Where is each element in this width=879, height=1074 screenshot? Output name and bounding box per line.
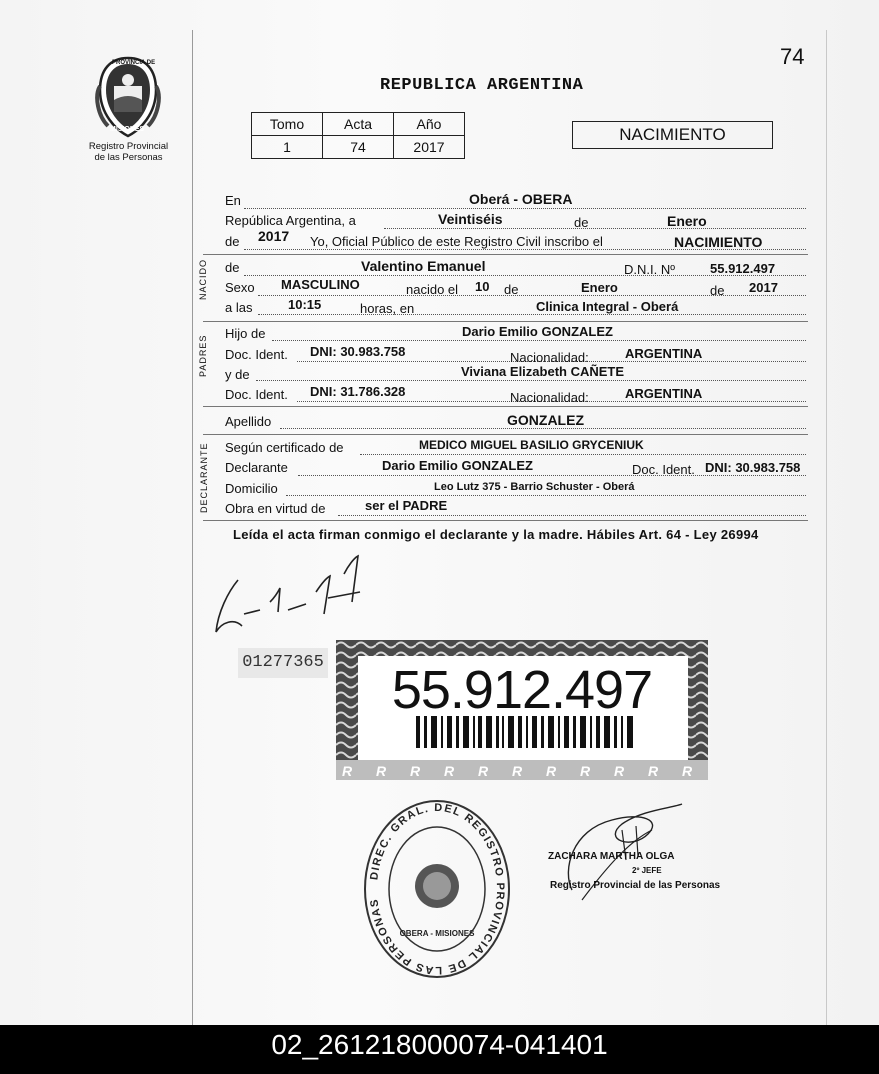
svg-text:OBERA - MISIONES: OBERA - MISIONES <box>399 929 475 938</box>
section-divider <box>203 321 808 322</box>
svg-text:R: R <box>444 763 455 779</box>
birth-year: 2017 <box>749 280 778 295</box>
certificate-value: MEDICO MIGUEL BASILIO GRYCENIUK <box>419 438 644 452</box>
svg-text:R: R <box>512 763 523 779</box>
book-table <box>251 112 465 159</box>
dotted-line <box>360 454 806 455</box>
child-dni: 55.912.497 <box>710 261 776 276</box>
de-label: de <box>225 260 240 275</box>
svg-text:R: R <box>682 763 693 779</box>
act-word: NACIMIENTO <box>674 234 763 250</box>
dotted-line <box>272 340 806 341</box>
en-label: En <box>225 193 241 208</box>
y-de-label: y de <box>225 367 250 382</box>
nacido-side-label: NACIDO <box>198 258 208 300</box>
book-header-tomo: Tomo <box>252 113 323 136</box>
dotted-line <box>298 475 806 476</box>
svg-text:DIREC. GRAL. DEL REGISTRO PROV: DIREC. GRAL. DEL REGISTRO PROVINCIAL DE LAS PERSONAS <box>368 801 507 977</box>
declarant-name: Dario Emilio GONZALEZ <box>382 458 533 473</box>
dotted-line <box>280 428 806 429</box>
emblem-text-bottom: MISIONES <box>110 126 145 133</box>
svg-text:R: R <box>580 763 591 779</box>
doc-ident-label: Doc. Ident. <box>632 462 695 477</box>
registry-caption <box>76 141 181 163</box>
place-value: Oberá - OBERA <box>469 191 573 207</box>
declarante-label: Declarante <box>225 460 288 475</box>
father-doc: DNI: 30.983.758 <box>310 344 406 359</box>
dni-label: D.N.I. Nº <box>624 262 675 277</box>
binding-line <box>192 30 193 1025</box>
book-value-ano: 2017 <box>394 136 465 159</box>
capacity-value: ser el PADRE <box>365 498 448 513</box>
svg-text:R: R <box>478 763 489 779</box>
republica-label: República Argentina, a <box>225 213 356 228</box>
section-divider <box>203 254 808 255</box>
svg-text:R: R <box>648 763 659 779</box>
official-round-seal <box>362 798 512 980</box>
official-text: Yo, Oficial Público de este Registro Civil inscribo el <box>310 234 603 249</box>
year-value: 2017 <box>258 228 290 244</box>
stamp-name-line: ZACHARA MARTHA OLGA <box>548 851 675 862</box>
emblem-text-top: PROVINCIA DE <box>112 60 156 66</box>
dotted-line <box>256 380 806 381</box>
section-divider <box>203 406 808 407</box>
day-value: Veintiséis <box>438 211 503 227</box>
book-header-ano: Año <box>394 113 465 136</box>
footer-code: 02_261218000074-041401 <box>0 1025 879 1074</box>
serial-number: 01277365 <box>238 648 328 678</box>
closing-text: Leída el acta firman conmigo el declarante y la madre. Hábiles Art. 64 - Ley 26994 <box>233 527 759 542</box>
birth-day: 10 <box>475 279 490 294</box>
de-label: de <box>574 215 589 230</box>
sex-value: MASCULINO <box>281 277 360 292</box>
declarante-side-label: DECLARANTE <box>199 442 209 513</box>
svg-text:R: R <box>376 763 387 779</box>
birth-place: Clinica Integral - Oberá <box>536 299 679 314</box>
stamp-org-line: Registro Provincial de las Personas <box>550 880 721 891</box>
birth-month: Enero <box>581 280 618 295</box>
book-value-acta: 74 <box>323 136 394 159</box>
sexo-label: Sexo <box>225 280 255 295</box>
dotted-line <box>258 314 806 315</box>
official-signature <box>208 552 378 644</box>
father-name: Dario Emilio GONZALEZ <box>462 324 613 339</box>
de-label: de <box>504 282 519 297</box>
registry-caption-line2: de las Personas <box>94 152 163 163</box>
nacionalidad-label: Nacionalidad: <box>510 390 589 405</box>
certificado-label: Según certificado de <box>225 440 344 455</box>
birth-time: 10:15 <box>288 297 322 312</box>
act-type-box: NACIMIENTO <box>572 121 773 149</box>
dotted-line <box>244 208 806 209</box>
page-number: 74 <box>780 44 805 69</box>
mother-name: Viviana Elizabeth CAÑETE <box>461 364 625 379</box>
dotted-line <box>338 515 806 516</box>
hijo-label: Hijo de <box>225 326 266 341</box>
dotted-line <box>286 495 806 496</box>
a-las-label: a las <box>225 300 253 315</box>
section-divider <box>203 520 808 521</box>
month-value: Enero <box>667 213 707 229</box>
stamp-role-line: 2º JEFE <box>632 866 662 875</box>
horas-label: horas, en <box>360 301 415 316</box>
mother-nationality: ARGENTINA <box>625 386 703 401</box>
page-edge <box>826 30 827 1025</box>
doc-ident-label: Doc. Ident. <box>225 347 288 362</box>
book-header-acta: Acta <box>323 113 394 136</box>
nacionalidad-label: Nacionalidad: <box>510 350 589 365</box>
obra-label: Obra en virtud de <box>225 501 326 516</box>
dotted-line <box>384 228 806 229</box>
book-value-tomo: 1 <box>252 136 323 159</box>
child-name: Valentino Emanuel <box>361 258 486 274</box>
svg-text:R: R <box>342 763 353 779</box>
section-divider <box>203 434 808 435</box>
father-nationality: ARGENTINA <box>625 346 703 361</box>
apellido-label: Apellido <box>225 414 272 429</box>
de-label: de <box>225 234 240 249</box>
address-value: Leo Lutz 375 - Barrio Schuster - Oberá <box>434 481 635 493</box>
nacido-label: nacido el <box>406 282 459 297</box>
registry-caption-line1: Registro Provincial <box>88 141 169 152</box>
dni-sticker-number: 55.912.497 <box>391 660 653 720</box>
document-title: REPUBLICA ARGENTINA <box>380 76 584 95</box>
svg-text:R: R <box>546 763 557 779</box>
padres-side-label: PADRES <box>198 334 208 377</box>
svg-text:R: R <box>614 763 625 779</box>
surname-value: GONZALEZ <box>507 412 584 428</box>
doc-ident-label: Doc. Ident. <box>225 387 288 402</box>
declarant-doc: DNI: 30.983.758 <box>705 460 801 475</box>
mother-doc: DNI: 31.786.328 <box>310 384 406 399</box>
domicilio-label: Domicilio <box>225 481 278 496</box>
de-label: de <box>710 283 725 298</box>
svg-text:R: R <box>410 763 421 779</box>
